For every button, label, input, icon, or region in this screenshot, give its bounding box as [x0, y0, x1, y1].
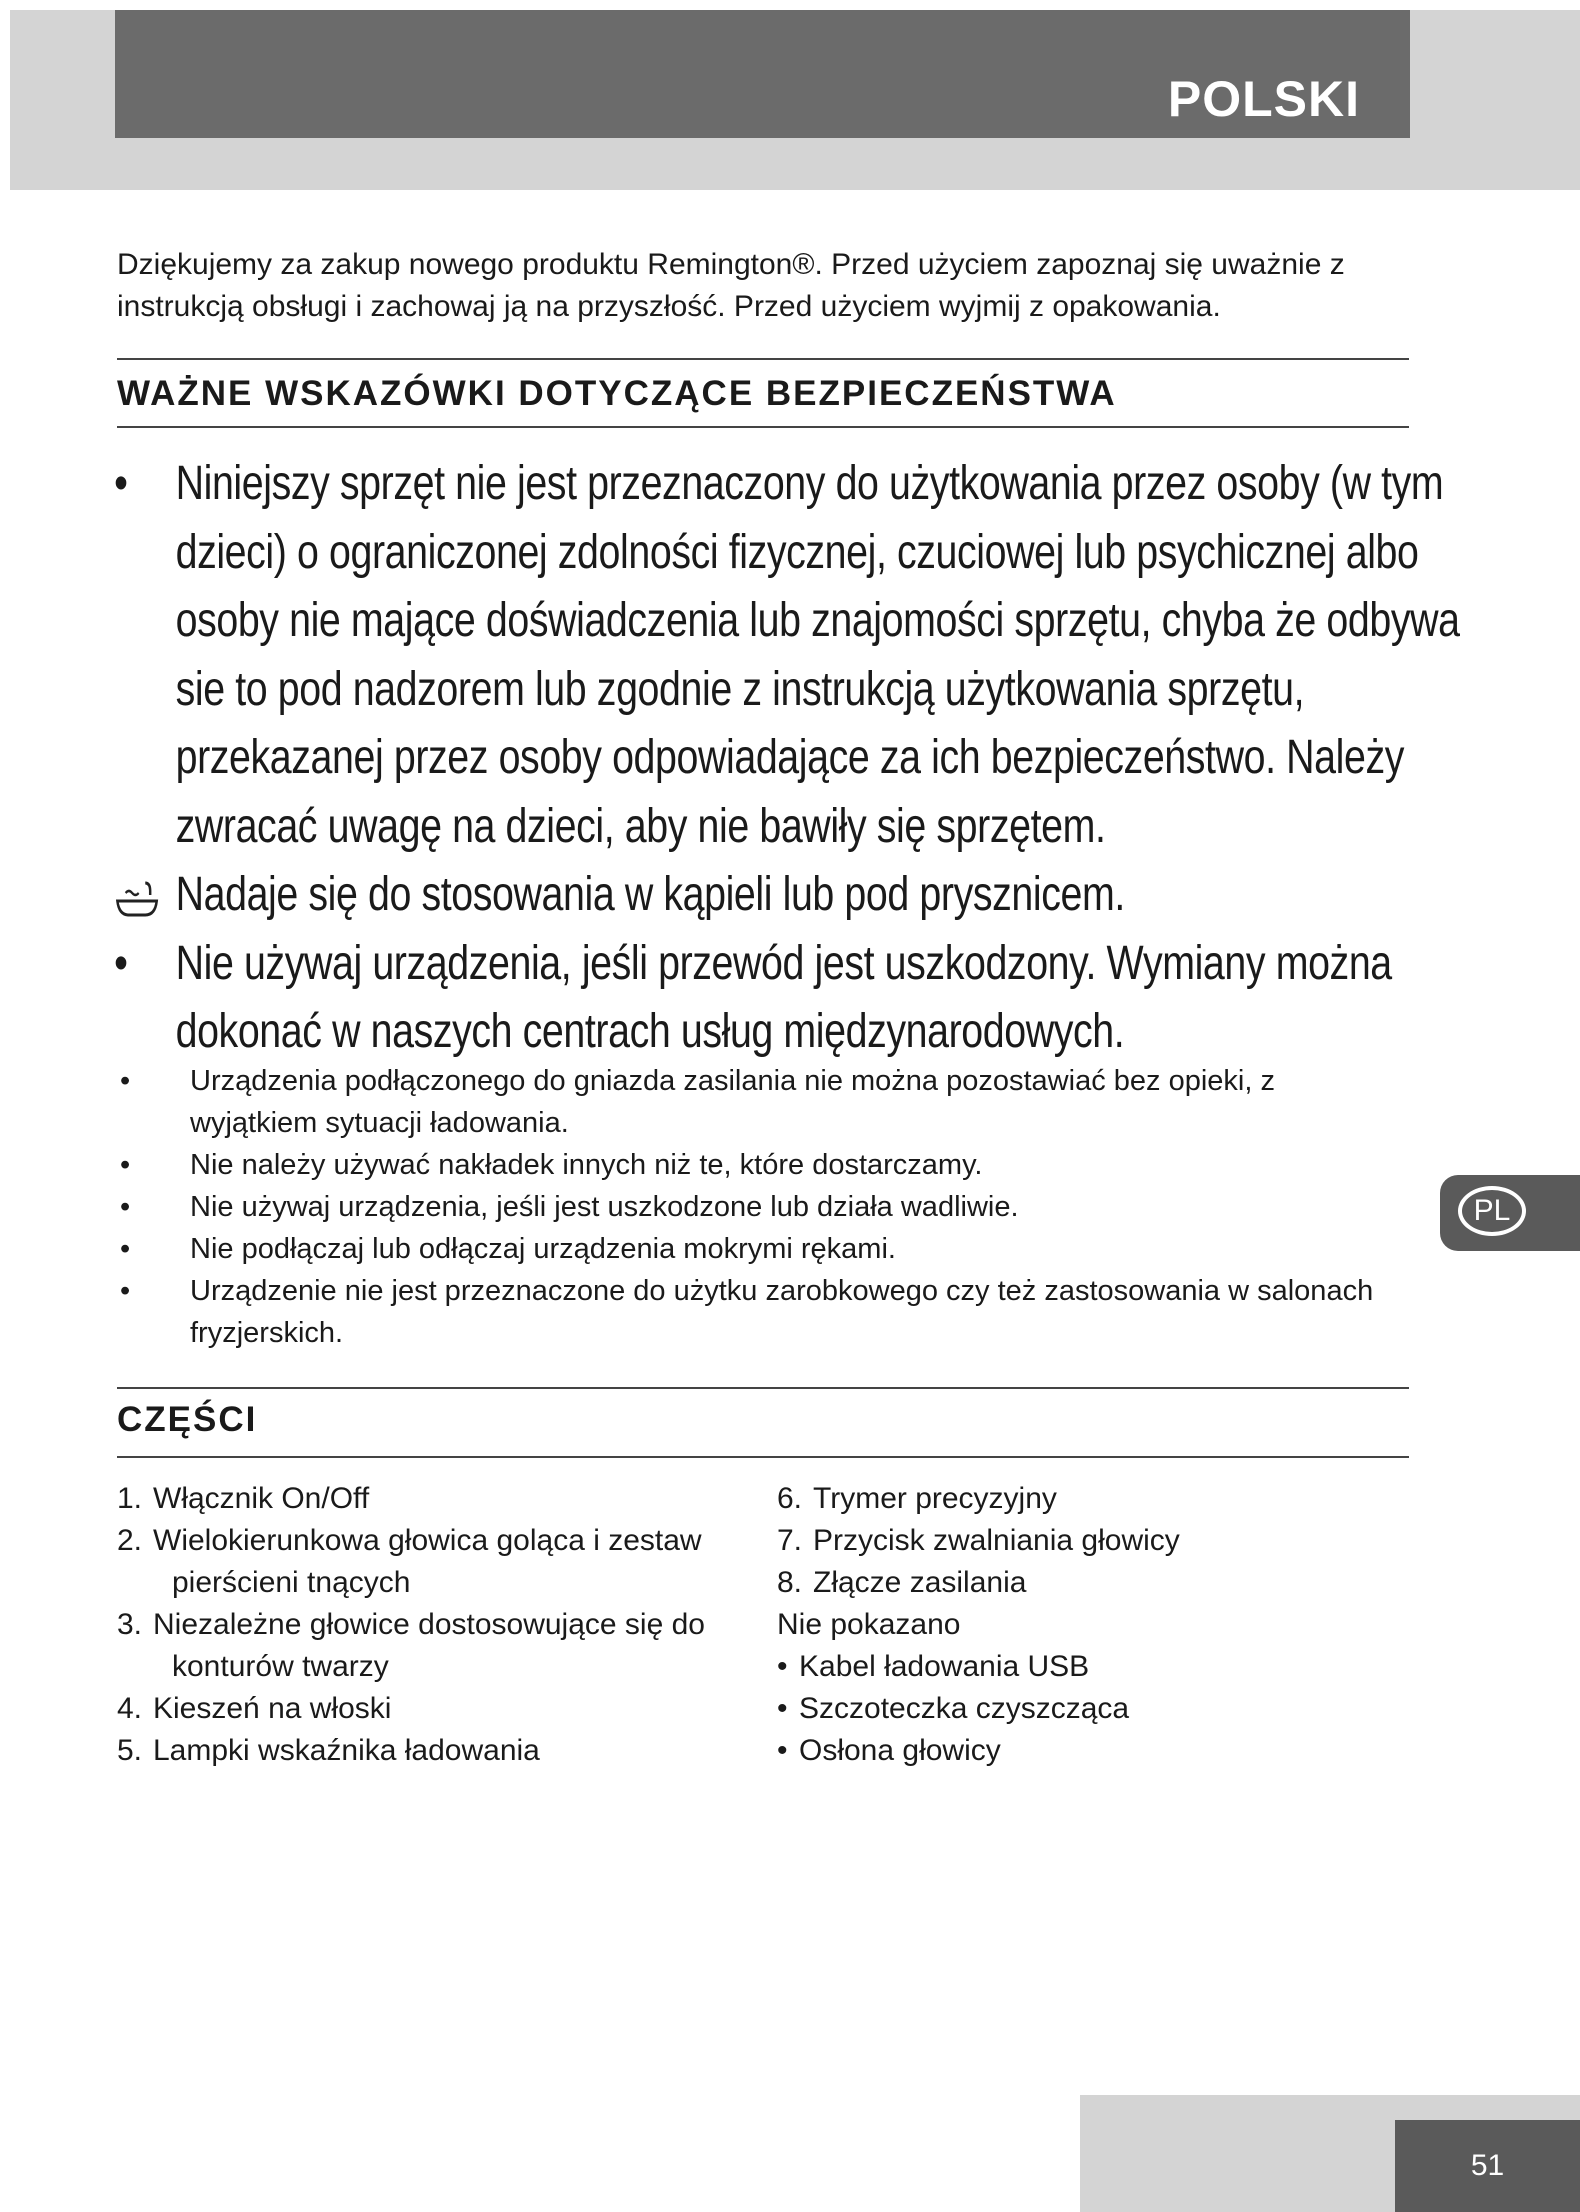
list-item: • Urządzenie nie jest przeznaczone do użytku zarobkowego czy też zastosowania w salonach fryzjerskich. [120, 1275, 1374, 1349]
list-item: 5. Lampki wskaźnika ładowania [117, 1734, 540, 1767]
divider [117, 426, 1409, 428]
list-item: 8. Złącze zasilania [777, 1566, 1027, 1599]
language-badge: PL [1458, 1186, 1526, 1236]
language-title: POLSKI [1167, 71, 1360, 127]
header-bar [115, 10, 1410, 138]
safety-large-list [110, 450, 1460, 1067]
bullet: • [114, 457, 128, 510]
safety-small-list [110, 1060, 1410, 1354]
not-shown-label: Nie pokazano [777, 1608, 961, 1641]
list-item: 4. Kieszeń na włoski [117, 1692, 392, 1725]
intro-paragraph: Dziękujemy za zakup nowego produktu Remington®. Przed użyciem zapoznaj się uważnie z instrukcją obsługi i zachowaj ją na przyszłość. Przed użyciem wyjmij z opakowania. [117, 248, 1345, 323]
list-item: 2. Wielokierunkowa głowica goląca i zestaw pierścieni tnących [117, 1524, 702, 1599]
list-item: 3. Niezależne głowice dostosowujące się do konturów twarzy [117, 1608, 705, 1683]
parts-section-title: CZĘŚCI [117, 1400, 258, 1439]
list-item: 1. Włącznik On/Off [117, 1482, 370, 1515]
list-item: 6. Trymer precyzyjny [777, 1482, 1057, 1515]
list-item: • Osłona głowicy [777, 1734, 1001, 1767]
page-number: 51 [1395, 2120, 1580, 2212]
bullet: • [114, 936, 128, 990]
language-side-tab [1440, 1175, 1580, 1251]
list-item: • Nie podłączaj lub odłączaj urządzenia mokrymi rękami. [120, 1233, 896, 1265]
list-item: • Urządzenia podłączonego do gniazda zasilania nie można pozostawiać bez opieki, z wyjątkiem sytuacji ładowania. [120, 1065, 1275, 1139]
list-item: • Niniejszy sprzęt nie jest przeznaczony do użytkowania przez osoby (w tym dzieci) o ograniczonej zdolności fizycznej, czuciowej lub psychicznej albo osoby nie mające doświadczenia lub znajomości sprzętu, chyba że odbywa sie to pod nadzorem lub zgodnie z instrukcją użytkowania sprzętu, przekazanej przez osoby odpowiadające za ich bezpieczeństwo. Należy zwracać uwagę na dzieci, aby nie bawiły się sprzętem. [110, 450, 1476, 861]
list-item: 7. Przycisk zwalniania głowicy [777, 1524, 1180, 1557]
divider [117, 1456, 1409, 1458]
list-item: • Szczoteczka czyszcząca [777, 1692, 1130, 1725]
parts-list-left [117, 1478, 757, 1772]
list-item: • Nie używaj urządzenia, jeśli jest uszkodzone lub działa wadliwie. [120, 1191, 1019, 1223]
list-item: • Nie używaj urządzenia, jeśli przewód jest uszkodzony. Wymiany można dokonać w naszych centrach usług międzynarodowych. [110, 930, 1476, 1067]
parts-list-right [777, 1478, 1407, 1772]
divider [117, 1387, 1409, 1389]
divider [117, 358, 1409, 360]
list-item: • Nie należy używać nakładek innych niż te, które dostarczamy. [120, 1149, 983, 1181]
safety-section-title: WAŻNE WSKAZÓWKI DOTYCZĄCE BEZPIECZEŃSTWA [117, 374, 1117, 413]
list-item: • Kabel ładowania USB [777, 1650, 1090, 1683]
list-item: Nadaje się do stosowania w kąpieli lub pod prysznicem. [110, 861, 1476, 930]
